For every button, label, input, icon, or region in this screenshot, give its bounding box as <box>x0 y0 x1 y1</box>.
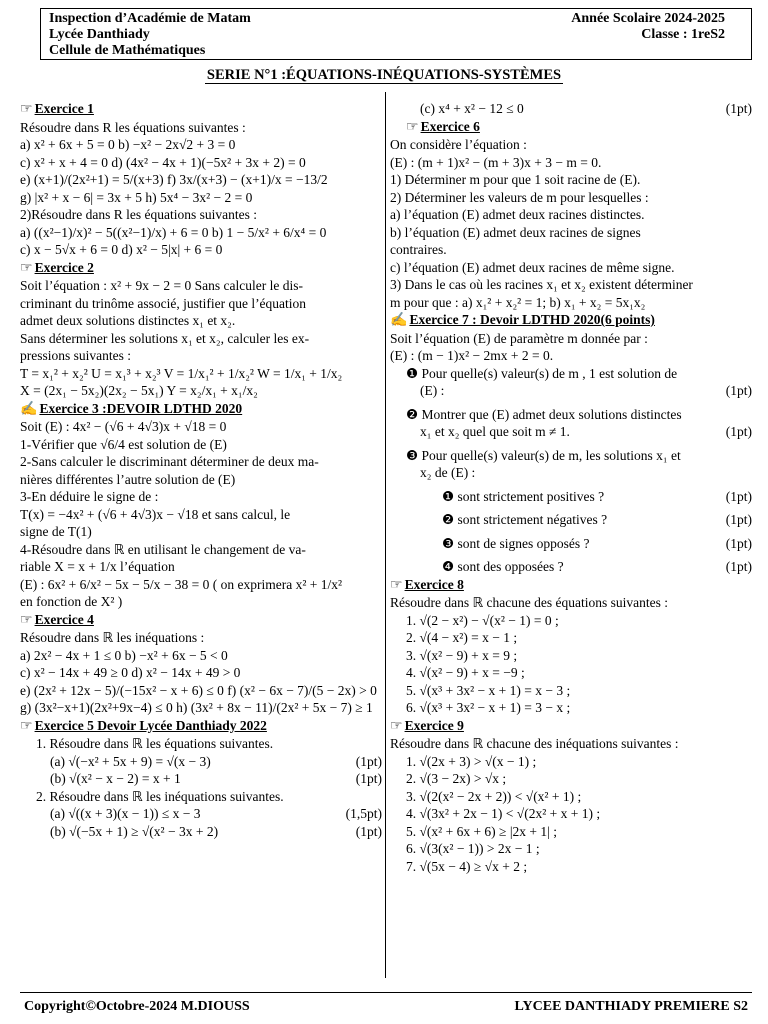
text-line <box>390 805 752 823</box>
text-line <box>390 423 752 441</box>
text-line <box>390 840 752 858</box>
text-line <box>20 488 382 506</box>
text-line <box>390 406 752 424</box>
line-text: T(x) = −4x² + (√6 + 4√3)x − √18 et sans calcul, le <box>20 506 291 522</box>
text-line <box>390 447 752 465</box>
pointing-hand-icon: ☞ <box>20 612 33 628</box>
text-line <box>20 330 382 348</box>
pen-icon: ✍ <box>390 313 408 328</box>
text-line <box>390 154 752 172</box>
header-left-line: Inspection d’Académie de Matam <box>49 11 251 26</box>
line-text: ❹ sont des opposées ? <box>442 559 564 574</box>
exercise-heading <box>390 576 752 595</box>
points-label: (1pt) <box>725 101 752 116</box>
text-line <box>390 823 752 841</box>
line-text: 1. √(2x + 3) > √(x − 1) ; <box>406 753 537 769</box>
line-text: (c) x⁴ + x² − 12 ≤ 0 <box>420 101 524 116</box>
line-text: Résoudre dans ℝ chacune des équations suivantes : <box>390 595 668 610</box>
line-text: Résoudre dans ℝ les inéquations : <box>20 630 205 645</box>
line-text: 2-Sans calculer le discriminant déterminer de deux ma- <box>20 454 319 469</box>
text-line <box>390 488 752 506</box>
text-line <box>390 753 752 771</box>
exercise-title: Exercice 8 <box>404 576 464 592</box>
line-text: 3. √(2(x² − 2x + 2)) < √(x² + 1) ; <box>406 788 582 804</box>
line-text: signe de T(1) <box>20 524 92 539</box>
text-line <box>390 189 752 207</box>
text-line <box>390 224 752 242</box>
text-line <box>390 347 752 365</box>
text-line <box>390 699 752 717</box>
line-text: c) x − 5√x + 6 = 0 d) x² − 5|x| + 6 = 0 <box>20 242 223 257</box>
line-text: 2. Résoudre dans ℝ les inéquations suivantes. <box>36 788 284 804</box>
text-line <box>20 593 382 611</box>
text-line <box>20 189 382 207</box>
pen-icon: ✍ <box>20 401 38 417</box>
line-text: c) x² + x + 4 = 0 d) (4x² − 4x + 1)(−5x² + 3x + 2) = 0 <box>20 154 306 170</box>
line-text: pressions suivantes : <box>20 348 131 363</box>
left-column <box>20 100 382 840</box>
line-text: (E) : <box>420 383 445 398</box>
pointing-hand-icon: ☞ <box>390 577 403 593</box>
text-line <box>20 735 382 753</box>
text-line <box>20 277 382 295</box>
header-left-line: Cellule de Mathématiques <box>49 43 206 58</box>
text-line <box>20 805 382 823</box>
line-text: 3) Dans le cas où les racines x₁ et x₂ existent déterminer <box>390 277 693 292</box>
text-line <box>20 664 382 682</box>
footer-school: LYCEE DANTHIADY PREMIERE S2 <box>514 999 748 1014</box>
line-text: 6. √(x³ + 3x² − x + 1) = 3 − x ; <box>406 700 571 715</box>
text-line <box>390 511 752 529</box>
text-line <box>390 259 752 277</box>
line-text: ❷ Montrer que (E) admet deux solutions distinctes <box>406 406 682 422</box>
exercise-title: Exercice 5 Devoir Lycée Danthiady 2022 <box>34 717 267 733</box>
points-label: (1pt) <box>725 512 752 527</box>
text-line <box>20 682 382 700</box>
line-text: c) l’équation (E) admet deux racines de même signe. <box>390 259 675 275</box>
header-left-line: Lycée Danthiady <box>49 27 150 42</box>
text-line <box>20 558 382 576</box>
line-text: a) 2x² − 4x + 1 ≤ 0 b) −x² + 6x − 5 < 0 <box>20 647 228 663</box>
line-text: (b) √(x² − x − 2) = x + 1 <box>50 771 181 786</box>
text-line <box>20 171 382 189</box>
text-line <box>20 541 382 559</box>
text-line <box>20 788 382 806</box>
line-text: 5. √(x³ + 3x² − x + 1) = x − 3 ; <box>406 682 571 698</box>
line-text: Soit l’équation (E) de paramètre m donnée par : <box>390 330 648 346</box>
pointing-hand-icon: ☞ <box>20 260 33 276</box>
right-column <box>390 100 752 875</box>
exercise-title: Exercice 4 <box>34 611 94 627</box>
line-text: (a) √((x + 3)(x − 1)) ≤ x − 3 <box>50 806 201 821</box>
line-text: ❶ sont strictement positives ? <box>442 488 605 504</box>
points-label: (1pt) <box>725 535 752 551</box>
points-label: (1pt) <box>355 823 382 839</box>
text-line <box>390 294 752 312</box>
line-text: 7. √(5x − 4) ≥ √x + 2 ; <box>406 858 528 874</box>
text-line <box>390 382 752 400</box>
text-line <box>20 206 382 224</box>
text-line <box>20 629 382 647</box>
line-text: criminant du trinôme associé, justifier que l’équation <box>20 295 307 311</box>
exercise-title: Exercice 2 <box>34 259 94 275</box>
text-line <box>20 647 382 665</box>
exercise-title: Exercice 7 : Devoir LDTHD 2020(6 points) <box>409 312 655 327</box>
line-text: admet deux solutions distinctes x₁ et x₂. <box>20 313 236 328</box>
line-text: 3. √(x² − 9) + x = 9 ; <box>406 647 518 663</box>
text-line <box>20 312 382 330</box>
text-line <box>390 682 752 700</box>
pointing-hand-icon: ☞ <box>406 119 419 135</box>
text-line <box>390 171 752 189</box>
text-line <box>20 154 382 172</box>
line-text: (E) : (m + 1)x² − (m + 3)x + 3 − m = 0. <box>390 154 602 170</box>
line-text: Résoudre dans R les équations suivantes : <box>20 119 246 135</box>
text-line <box>20 418 382 436</box>
line-text: a) ((x²−1)/x)² − 5((x²−1)/x) + 6 = 0 b) 1 − 5/x² + 6/x⁴ = 0 <box>20 224 327 240</box>
exercise-title: Exercice 3 :DEVOIR LDTHD 2020 <box>39 400 243 416</box>
exercise-title: Exercice 1 <box>34 101 94 116</box>
line-text: g) |x² + x − 6| = 3x + 5 h) 5x⁴ − 3x² − 2 = 0 <box>20 189 253 205</box>
footer-copyright: Copyright©Octobre-2024 M.DIOUSS <box>24 999 250 1014</box>
pointing-hand-icon: ☞ <box>20 102 33 117</box>
text-line <box>390 858 752 876</box>
line-text: Soit (E) : 4x² − (√6 + 4√3)x + √18 = 0 <box>20 419 227 434</box>
text-line <box>390 735 752 753</box>
line-text: ❷ sont strictement négatives ? <box>442 512 608 527</box>
line-text: 4-Résoudre dans ℝ en utilisant le changement de va- <box>20 541 306 557</box>
text-line <box>390 535 752 553</box>
text-line <box>390 612 752 630</box>
text-line <box>20 224 382 242</box>
exercise-heading <box>20 400 382 419</box>
text-line <box>390 558 752 576</box>
text-line <box>20 523 382 541</box>
exercise-heading <box>20 717 382 736</box>
line-text: e) (2x² + 12x − 5)/(−15x² − x + 6) ≤ 0 f) (x² − 6x − 7)/(5 − 2x) > 0 <box>20 682 377 698</box>
text-line <box>20 347 382 365</box>
text-line <box>20 471 382 489</box>
line-text: 2)Résoudre dans R les équations suivantes : <box>20 207 257 222</box>
points-label: (1pt) <box>725 383 752 398</box>
text-line <box>20 506 382 524</box>
exercise-heading <box>20 611 382 630</box>
text-line <box>20 576 382 594</box>
text-line <box>20 823 382 841</box>
header-left <box>49 11 251 59</box>
line-text: X = (2x₁ − 5x₂)(2x₂ − 5x₁) Y = x₂/x₁ + x₁/x₂ <box>20 383 258 398</box>
line-text: Résoudre dans ℝ chacune des inéquations suivantes : <box>390 736 679 751</box>
points-label: (1pt) <box>355 771 382 786</box>
line-text: 2. √(4 − x²) = x − 1 ; <box>406 630 518 645</box>
text-line <box>390 276 752 294</box>
text-line <box>390 788 752 806</box>
line-text: a) l’équation (E) admet deux racines distinctes. <box>390 207 645 222</box>
header-right <box>571 11 725 43</box>
line-text: 2) Déterminer les valeurs de m pour lesquelles : <box>390 189 649 205</box>
line-text: 1) Déterminer m pour que 1 soit racine de (E). <box>390 172 641 187</box>
line-text: Soit l’équation : x² + 9x − 2 = 0 Sans calculer le dis- <box>20 278 303 293</box>
points-label: (1pt) <box>355 753 382 769</box>
exercise-heading <box>390 717 752 736</box>
text-line <box>390 206 752 224</box>
line-text: riable X = x + 1/x l’équation <box>20 559 175 574</box>
header-right-line: Classe : 1reS2 <box>641 27 725 42</box>
line-text: 4. √(x² − 9) + x = −9 ; <box>406 665 525 680</box>
points-label: (1pt) <box>725 559 752 574</box>
text-line <box>20 295 382 313</box>
text-line <box>20 753 382 771</box>
line-text: T = x₁² + x₂² U = x₁³ + x₂³ V = 1/x₁² + 1/x₂² W = 1/x₁ + 1/x₂ <box>20 365 343 381</box>
text-line <box>390 365 752 383</box>
line-text: (E) : 6x² + 6/x² − 5x − 5/x − 38 = 0 ( on exprimera x² + 1/x² <box>20 576 343 592</box>
line-text: c) x² − 14x + 49 ≥ 0 d) x² − 14x + 49 > 0 <box>20 665 241 680</box>
line-text: nières différentes l’autre solution de (E) <box>20 471 236 487</box>
points-label: (1pt) <box>725 424 752 439</box>
exercise-title: Exercice 9 <box>404 717 464 733</box>
text-line <box>390 629 752 647</box>
text-line <box>20 382 382 400</box>
pointing-hand-icon: ☞ <box>20 718 33 734</box>
text-line <box>390 136 752 154</box>
line-text: m pour que : a) x₁² + x₂² = 1; b) x₁ + x₂ = 5x₁x₂ <box>390 294 646 310</box>
text-line <box>390 594 752 612</box>
line-text: 6. √(3(x² − 1)) > 2x − 1 ; <box>406 841 540 856</box>
text-line <box>20 365 382 383</box>
points-label: (1,5pt) <box>345 806 382 821</box>
line-text: b) l’équation (E) admet deux racines de signes <box>390 224 641 240</box>
series-title <box>0 66 768 84</box>
line-text: ❶ Pour quelle(s) valeur(s) de m , 1 est solution de <box>406 365 678 381</box>
line-text: Sans déterminer les solutions x₁ et x₂, calculer les ex- <box>20 330 310 346</box>
header-box <box>40 8 752 60</box>
line-text: 1-Vérifier que √6/4 est solution de (E) <box>20 436 227 452</box>
line-text: On considère l’équation : <box>390 137 527 152</box>
text-line <box>390 464 752 482</box>
line-text: 5. √(x² + 6x + 6) ≥ |2x + 1| ; <box>406 823 557 839</box>
text-line <box>20 699 382 717</box>
text-line <box>390 100 752 118</box>
line-text: ❸ sont de signes opposés ? <box>442 535 590 551</box>
points-label: (1pt) <box>725 488 752 504</box>
line-text: contraires. <box>390 242 447 257</box>
line-text: ❸ Pour quelle(s) valeur(s) de m, les solutions x₁ et <box>406 447 681 463</box>
exercise-heading <box>20 100 382 119</box>
line-text: a) x² + 6x + 5 = 0 b) −x² − 2x√2 + 3 = 0 <box>20 137 236 152</box>
text-line <box>390 330 752 348</box>
text-line <box>390 770 752 788</box>
line-text: 2. √(3 − 2x) > √x ; <box>406 771 507 786</box>
exercise-title: Exercice 6 <box>420 118 480 134</box>
line-text: en fonction de X² ) <box>20 594 123 609</box>
line-text: g) (3x²−x+1)(2x²+9x−4) ≤ 0 h) (3x² + 8x − 11)/(2x² + 5x − 7) ≥ 1 <box>20 700 373 715</box>
footer-rule <box>20 992 752 993</box>
line-text: 3-En déduire le signe de : <box>20 489 159 504</box>
line-text: 1. √(2 − x²) − √(x² − 1) = 0 ; <box>406 612 559 628</box>
column-divider <box>385 92 386 978</box>
text-line <box>390 664 752 682</box>
series-title-text: SERIE N°1 :ÉQUATIONS-INÉQUATIONS-SYSTÈMES <box>206 67 562 83</box>
text-line <box>20 770 382 788</box>
line-text: 4. √(3x² + 2x − 1) < √(2x² + x + 1) ; <box>406 806 601 821</box>
line-text: (a) √(−x² + 5x + 9) = √(x − 3) <box>50 753 211 769</box>
text-line <box>20 436 382 454</box>
line-text: (E) : (m − 1)x² − 2mx + 2 = 0. <box>390 348 554 363</box>
text-line <box>20 453 382 471</box>
exercise-heading <box>20 259 382 278</box>
line-text: 1. Résoudre dans ℝ les équations suivantes. <box>36 736 274 751</box>
line-text: (b) √(−5x + 1) ≥ √(x² − 3x + 2) <box>50 823 219 839</box>
line-text: e) (x+1)/(2x²+1) = 5/(x+3) f) 3x/(x+3) − (x+1)/x = −13/2 <box>20 172 328 187</box>
line-text: x₂ de (E) : <box>420 465 476 480</box>
text-line <box>390 647 752 665</box>
text-line <box>20 241 382 259</box>
header-right-line: Année Scolaire 2024-2025 <box>571 11 725 26</box>
text-line <box>20 119 382 137</box>
text-line <box>20 136 382 154</box>
exercise-heading <box>390 118 752 137</box>
text-line <box>390 241 752 259</box>
line-text: x₁ et x₂ quel que soit m ≠ 1. <box>420 424 570 439</box>
exercise-heading <box>390 311 752 330</box>
pointing-hand-icon: ☞ <box>390 718 403 734</box>
